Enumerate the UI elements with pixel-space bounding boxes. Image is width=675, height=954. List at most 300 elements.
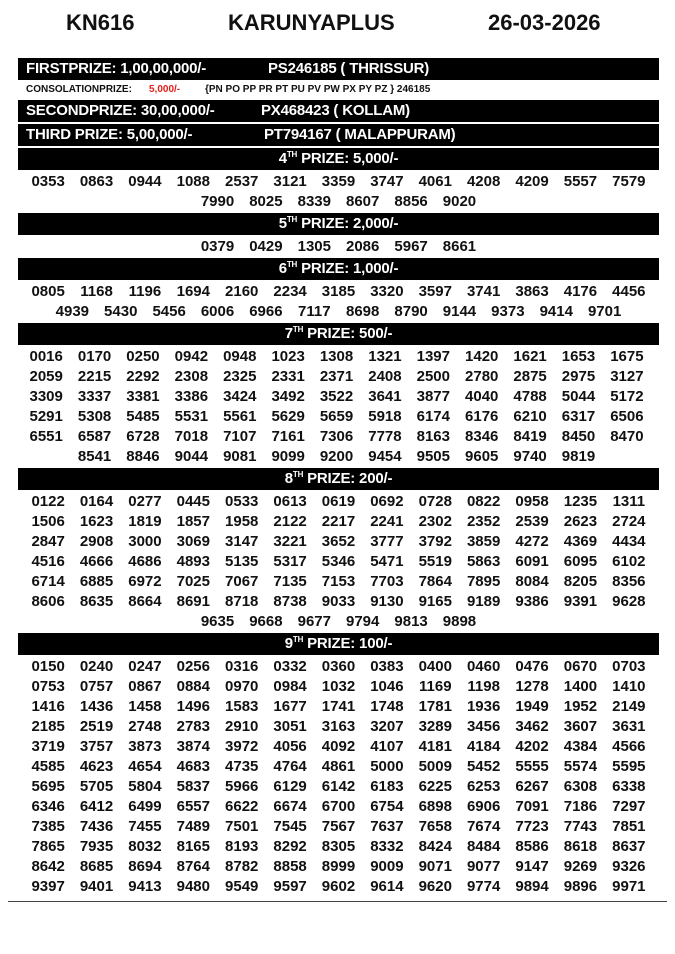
ticket-number: 4623 bbox=[79, 758, 114, 775]
ticket-number: 4092 bbox=[321, 738, 356, 755]
prize-ordinal: 4 bbox=[278, 150, 287, 167]
ticket-number: 1032 bbox=[321, 678, 356, 695]
ticket-number: 8694 bbox=[128, 858, 162, 875]
ticket-number: 2783 bbox=[176, 718, 210, 735]
ticket-number: 4181 bbox=[418, 738, 452, 755]
ticket-number: 8698 bbox=[346, 303, 380, 320]
ticket-number: 2847 bbox=[31, 533, 65, 550]
ticket-number: 5561 bbox=[223, 408, 257, 425]
ticket-number: 8618 bbox=[563, 838, 598, 855]
ticket-number: 1308 bbox=[319, 348, 354, 365]
ticket-number: 7107 bbox=[223, 428, 257, 445]
ticket-number: 1400 bbox=[563, 678, 598, 695]
ticket-number: 3424 bbox=[223, 388, 257, 405]
ticket-number: 9326 bbox=[612, 858, 646, 875]
ticket-number: 1677 bbox=[273, 698, 307, 715]
ticket-number: 6225 bbox=[418, 778, 452, 795]
ticket-number: 5574 bbox=[563, 758, 598, 775]
ticket-number: 4516 bbox=[31, 553, 65, 570]
ticket-number: 4456 bbox=[612, 283, 646, 300]
ticket-number: 6674 bbox=[273, 798, 307, 815]
ticket-number: 3207 bbox=[370, 718, 404, 735]
ticket-number: 5863 bbox=[466, 553, 501, 570]
ticket-number: 8782 bbox=[225, 858, 259, 875]
sixth-prize-bar bbox=[18, 258, 659, 280]
ticket-number: 9614 bbox=[370, 878, 404, 895]
ticket-number: 4566 bbox=[612, 738, 646, 755]
ordinal-suffix: TH bbox=[292, 325, 304, 334]
ticket-number: 7895 bbox=[466, 573, 501, 590]
ticket-number: 2308 bbox=[174, 368, 209, 385]
ticket-number: 8165 bbox=[176, 838, 210, 855]
ticket-number: 9454 bbox=[368, 448, 402, 465]
ticket-number: 5837 bbox=[176, 778, 210, 795]
ticket-number: 9397 bbox=[31, 878, 65, 895]
ticket-number: 4056 bbox=[273, 738, 307, 755]
ticket-number: 0332 bbox=[273, 658, 307, 675]
ticket-number: 4861 bbox=[321, 758, 356, 775]
first-prize-bar bbox=[18, 58, 659, 80]
ticket-number: 6102 bbox=[612, 553, 646, 570]
ticket-number: 3522 bbox=[319, 388, 354, 405]
ticket-number: 0460 bbox=[466, 658, 501, 675]
ticket-number: 0247 bbox=[128, 658, 162, 675]
third-prize-ticket: PT794167 ( MALAPPURAM) bbox=[264, 126, 456, 143]
ticket-number: 5531 bbox=[174, 408, 209, 425]
ticket-number: 3741 bbox=[466, 283, 501, 300]
ticket-number: 5519 bbox=[418, 553, 452, 570]
ticket-number: 9147 bbox=[515, 858, 549, 875]
ticket-number: 1311 bbox=[612, 493, 646, 510]
fifth-prize-bar bbox=[18, 213, 659, 235]
ticket-number: 8470 bbox=[610, 428, 644, 445]
ticket-number: 5172 bbox=[610, 388, 644, 405]
ticket-number: 7674 bbox=[466, 818, 501, 835]
ordinal-suffix: TH bbox=[292, 470, 304, 479]
eighth-prize-numbers bbox=[18, 492, 659, 633]
ticket-number: 9020 bbox=[442, 193, 477, 210]
ticket-number: 1023 bbox=[271, 348, 305, 365]
ticket-number: 6346 bbox=[31, 798, 65, 815]
ticket-number: 7297 bbox=[612, 798, 646, 815]
ticket-number: 7306 bbox=[319, 428, 354, 445]
ticket-number: 8606 bbox=[31, 593, 65, 610]
ticket-number: 7567 bbox=[321, 818, 356, 835]
ticket-number: 7025 bbox=[176, 573, 210, 590]
ticket-number: 0476 bbox=[515, 658, 549, 675]
ticket-number: 6506 bbox=[610, 408, 644, 425]
ticket-number: 9009 bbox=[370, 858, 404, 875]
second-prize-ticket: PX468423 ( KOLLAM) bbox=[261, 102, 410, 119]
ticket-number: 4384 bbox=[563, 738, 598, 755]
ticket-number: 9597 bbox=[273, 878, 307, 895]
ticket-number: 4369 bbox=[563, 533, 598, 550]
ticket-number: 8205 bbox=[563, 573, 598, 590]
ticket-number: 9071 bbox=[418, 858, 452, 875]
ticket-number: 3873 bbox=[128, 738, 162, 755]
ticket-number: 3972 bbox=[225, 738, 259, 755]
ticket-number: 7135 bbox=[273, 573, 307, 590]
ticket-number: 1168 bbox=[80, 283, 113, 300]
ticket-number: 5471 bbox=[370, 553, 404, 570]
ticket-number: 0619 bbox=[321, 493, 356, 510]
ticket-number: 5009 bbox=[418, 758, 452, 775]
ticket-number: 7743 bbox=[563, 818, 598, 835]
ticket-number: 7161 bbox=[271, 428, 305, 445]
ticket-number: 1958 bbox=[225, 513, 259, 530]
ticket-number: 1623 bbox=[79, 513, 114, 530]
ticket-number: 4184 bbox=[466, 738, 501, 755]
ticket-number: 6267 bbox=[515, 778, 549, 795]
ticket-number: 6412 bbox=[79, 798, 114, 815]
result-header bbox=[0, 8, 675, 38]
ticket-number: 3359 bbox=[321, 173, 356, 190]
ticket-number: 8738 bbox=[273, 593, 307, 610]
ticket-number: 1694 bbox=[176, 283, 210, 300]
lottery-name: KARUNYAPLUS bbox=[228, 10, 395, 35]
ticket-number: 1436 bbox=[79, 698, 114, 715]
ticket-number: 6174 bbox=[416, 408, 450, 425]
ticket-number: 1506 bbox=[31, 513, 65, 530]
ticket-number: 1583 bbox=[225, 698, 259, 715]
ticket-number: 3309 bbox=[29, 388, 63, 405]
ticket-number: 4764 bbox=[273, 758, 307, 775]
ticket-number: 8332 bbox=[370, 838, 404, 855]
ticket-number: 5804 bbox=[128, 778, 162, 795]
ticket-number: 6095 bbox=[563, 553, 598, 570]
ticket-number: 8685 bbox=[79, 858, 114, 875]
ticket-number: 9602 bbox=[321, 878, 356, 895]
ticket-number: 3747 bbox=[370, 173, 404, 190]
ticket-number: 8424 bbox=[418, 838, 452, 855]
ticket-number: 9505 bbox=[416, 448, 450, 465]
ticket-number: 3051 bbox=[273, 718, 307, 735]
ticket-number: 5485 bbox=[126, 408, 160, 425]
ticket-number: 1088 bbox=[176, 173, 210, 190]
prize-label: PRIZE: 100/- bbox=[303, 635, 393, 652]
ticket-number: 8607 bbox=[346, 193, 380, 210]
ticket-number: 3456 bbox=[466, 718, 501, 735]
ticket-number: 5705 bbox=[79, 778, 114, 795]
ticket-number: 0429 bbox=[249, 238, 283, 255]
ticket-number: 8292 bbox=[273, 838, 307, 855]
ticket-number: 5135 bbox=[225, 553, 259, 570]
ticket-number: 2059 bbox=[29, 368, 63, 385]
ticket-number: 7579 bbox=[612, 173, 646, 190]
fifth-prize-numbers bbox=[18, 237, 659, 258]
ticket-number: 4788 bbox=[513, 388, 547, 405]
ticket-number: 9701 bbox=[587, 303, 622, 320]
ticket-number: 0944 bbox=[128, 173, 162, 190]
ticket-number: 9033 bbox=[321, 593, 356, 610]
ticket-number: 1305 bbox=[297, 238, 331, 255]
ticket-number: 5555 bbox=[515, 758, 549, 775]
ticket-number: 9386 bbox=[515, 593, 549, 610]
ticket-number: 6622 bbox=[225, 798, 259, 815]
ticket-number: 9898 bbox=[442, 613, 477, 630]
ticket-number: 0445 bbox=[176, 493, 210, 510]
ticket-number: 8790 bbox=[394, 303, 428, 320]
fourth-prize-numbers bbox=[18, 172, 659, 213]
ticket-number: 8346 bbox=[465, 428, 499, 445]
ticket-number: 2217 bbox=[321, 513, 356, 530]
ticket-number: 8419 bbox=[513, 428, 547, 445]
ticket-number: 1949 bbox=[515, 698, 549, 715]
ticket-number: 9668 bbox=[249, 613, 283, 630]
ticket-number: 4654 bbox=[128, 758, 162, 775]
ticket-number: 2780 bbox=[465, 368, 499, 385]
ticket-number: 0958 bbox=[515, 493, 549, 510]
ticket-number: 6557 bbox=[176, 798, 210, 815]
ticket-number: 3147 bbox=[225, 533, 259, 550]
ticket-number: 9549 bbox=[225, 878, 259, 895]
ticket-number: 2160 bbox=[225, 283, 259, 300]
ticket-number: 9896 bbox=[563, 878, 598, 895]
ticket-number: 4434 bbox=[612, 533, 646, 550]
ticket-number: 5659 bbox=[319, 408, 354, 425]
ticket-number: 9794 bbox=[346, 613, 380, 630]
ticket-number: 7455 bbox=[128, 818, 162, 835]
ticket-number: 4683 bbox=[176, 758, 210, 775]
consolation-series: {PN PO PP PR PT PU PV PW PX PY PZ } 246185 bbox=[205, 84, 431, 95]
ticket-number: 5291 bbox=[29, 408, 63, 425]
ticket-number: 2331 bbox=[271, 368, 305, 385]
ticket-number: 6006 bbox=[200, 303, 235, 320]
ticket-number: 0250 bbox=[126, 348, 160, 365]
ticket-number: 9269 bbox=[563, 858, 598, 875]
ticket-number: 1621 bbox=[513, 348, 547, 365]
ticket-number: 3874 bbox=[176, 738, 210, 755]
ticket-number: 7186 bbox=[563, 798, 598, 815]
ticket-number: 1952 bbox=[563, 698, 598, 715]
ticket-number: 2149 bbox=[612, 698, 646, 715]
ticket-number: 6176 bbox=[465, 408, 499, 425]
ticket-number: 3000 bbox=[128, 533, 162, 550]
ticket-number: 7018 bbox=[174, 428, 209, 445]
ticket-number: 9894 bbox=[515, 878, 549, 895]
ticket-number: 0353 bbox=[31, 173, 65, 190]
ticket-number: 9099 bbox=[271, 448, 305, 465]
ticket-number: 4176 bbox=[563, 283, 598, 300]
ticket-number: 1198 bbox=[467, 678, 500, 695]
ticket-number: 3127 bbox=[610, 368, 644, 385]
ticket-number: 0970 bbox=[225, 678, 259, 695]
ticket-number: 2500 bbox=[416, 368, 450, 385]
ticket-number: 1936 bbox=[466, 698, 501, 715]
ticket-number: 9480 bbox=[176, 878, 210, 895]
ticket-number: 8032 bbox=[128, 838, 162, 855]
ticket-number: 1675 bbox=[610, 348, 644, 365]
ticket-number: 6587 bbox=[77, 428, 112, 445]
ticket-number: 5967 bbox=[394, 238, 428, 255]
ticket-number: 3492 bbox=[271, 388, 305, 405]
ticket-number: 4208 bbox=[466, 173, 501, 190]
ticket-number: 7851 bbox=[612, 818, 646, 835]
ticket-number: 5629 bbox=[271, 408, 305, 425]
ticket-number: 9628 bbox=[612, 593, 646, 610]
ticket-number: 8450 bbox=[561, 428, 596, 445]
ticket-number: 6966 bbox=[249, 303, 283, 320]
ticket-number: 6253 bbox=[466, 778, 501, 795]
ticket-number: 3863 bbox=[515, 283, 549, 300]
ticket-number: 8484 bbox=[466, 838, 501, 855]
ticket-number: 1496 bbox=[176, 698, 210, 715]
ticket-number: 6499 bbox=[128, 798, 162, 815]
ticket-number: 3719 bbox=[31, 738, 65, 755]
ticket-number: 8339 bbox=[297, 193, 331, 210]
ticket-number: 8305 bbox=[321, 838, 356, 855]
ticket-number: 3185 bbox=[321, 283, 356, 300]
ticket-number: 1420 bbox=[465, 348, 499, 365]
ticket-number: 0256 bbox=[176, 658, 210, 675]
prize-ordinal: 5 bbox=[278, 215, 287, 232]
third-prize-bar bbox=[18, 124, 659, 146]
ticket-number: 8356 bbox=[612, 573, 646, 590]
ticket-number: 2910 bbox=[225, 718, 259, 735]
ticket-number: 1653 bbox=[561, 348, 596, 365]
ticket-number: 8163 bbox=[416, 428, 450, 445]
ticket-number: 0277 bbox=[128, 493, 162, 510]
ticket-number: 6183 bbox=[370, 778, 404, 795]
ticket-number: 8586 bbox=[515, 838, 549, 855]
ticket-number: 7067 bbox=[225, 573, 259, 590]
ticket-number: 8999 bbox=[321, 858, 356, 875]
ticket-number: 7501 bbox=[225, 818, 259, 835]
ticket-number: 0692 bbox=[370, 493, 404, 510]
prize-label: PRIZE: 2,000/- bbox=[297, 215, 399, 232]
ticket-number: 0984 bbox=[273, 678, 307, 695]
ticket-number: 2241 bbox=[370, 513, 404, 530]
ticket-number: 4893 bbox=[176, 553, 210, 570]
ticket-number: 1278 bbox=[515, 678, 549, 695]
ticket-number: 4040 bbox=[465, 388, 499, 405]
ticket-number: 3289 bbox=[418, 718, 452, 735]
ticket-number: 9605 bbox=[465, 448, 499, 465]
second-prize-bar bbox=[18, 100, 659, 122]
ticket-number: 1857 bbox=[176, 513, 210, 530]
ticket-number: 0400 bbox=[418, 658, 452, 675]
ticket-number: 2371 bbox=[319, 368, 354, 385]
ticket-number: 4735 bbox=[225, 758, 259, 775]
ticket-number: 3792 bbox=[418, 533, 452, 550]
ticket-number: 2086 bbox=[346, 238, 380, 255]
prize-ordinal: 6 bbox=[278, 260, 287, 277]
ticket-number: 3221 bbox=[273, 533, 307, 550]
ticket-number: 3777 bbox=[370, 533, 404, 550]
ticket-number: 0728 bbox=[418, 493, 452, 510]
ticket-number: 6906 bbox=[466, 798, 501, 815]
draw-date: 26-03-2026 bbox=[488, 10, 601, 35]
ticket-number: 9813 bbox=[394, 613, 428, 630]
ticket-number: 9130 bbox=[370, 593, 404, 610]
ticket-number: 2122 bbox=[273, 513, 307, 530]
ticket-number: 7935 bbox=[79, 838, 114, 855]
ticket-number: 9774 bbox=[466, 878, 501, 895]
ticket-number: 9165 bbox=[418, 593, 452, 610]
ticket-number: 3652 bbox=[321, 533, 356, 550]
ticket-number: 9635 bbox=[200, 613, 235, 630]
ticket-number: 8635 bbox=[79, 593, 114, 610]
ticket-number: 3859 bbox=[466, 533, 501, 550]
ticket-number: 1235 bbox=[563, 493, 598, 510]
ticket-number: 0753 bbox=[31, 678, 65, 695]
ticket-number: 7637 bbox=[370, 818, 404, 835]
ticket-number: 2975 bbox=[561, 368, 596, 385]
ticket-number: 1741 bbox=[321, 698, 356, 715]
ordinal-suffix: TH bbox=[286, 215, 298, 224]
ticket-number: 8637 bbox=[612, 838, 646, 855]
ticket-number: 9413 bbox=[128, 878, 162, 895]
ticket-number: 7865 bbox=[31, 838, 65, 855]
fourth-prize-bar bbox=[18, 148, 659, 170]
ticket-number: 4107 bbox=[370, 738, 404, 755]
ticket-number: 7723 bbox=[515, 818, 549, 835]
ticket-number: 5557 bbox=[563, 173, 598, 190]
first-prize-label: FIRSTPRIZE: 1,00,00,000/- bbox=[26, 60, 207, 77]
ticket-number: 5044 bbox=[561, 388, 596, 405]
ticket-number: 7658 bbox=[418, 818, 452, 835]
result-sheet bbox=[18, 58, 659, 898]
ticket-number: 7545 bbox=[273, 818, 307, 835]
ticket-number: 5430 bbox=[104, 303, 138, 320]
ordinal-suffix: TH bbox=[286, 260, 298, 269]
eighth-prize-bar bbox=[18, 468, 659, 490]
ticket-number: 6728 bbox=[126, 428, 160, 445]
ticket-number: 3631 bbox=[612, 718, 646, 735]
ticket-number: 5308 bbox=[77, 408, 112, 425]
ticket-number: 6551 bbox=[29, 428, 63, 445]
ordinal-suffix: TH bbox=[292, 635, 304, 644]
ticket-number: 5346 bbox=[321, 553, 356, 570]
ticket-number: 3462 bbox=[515, 718, 549, 735]
ticket-number: 4585 bbox=[31, 758, 65, 775]
ticket-number: 1458 bbox=[128, 698, 162, 715]
ticket-number: 0383 bbox=[370, 658, 404, 675]
ticket-number: 0863 bbox=[79, 173, 114, 190]
ticket-number: 0360 bbox=[321, 658, 356, 675]
ticket-number: 0805 bbox=[31, 283, 65, 300]
ticket-number: 7703 bbox=[370, 573, 404, 590]
ticket-number: 3320 bbox=[370, 283, 404, 300]
prize-ordinal: 7 bbox=[284, 325, 293, 342]
bottom-divider bbox=[8, 901, 667, 902]
ninth-prize-bar bbox=[18, 633, 659, 655]
ticket-number: 3641 bbox=[368, 388, 402, 405]
ninth-prize-numbers bbox=[18, 657, 659, 898]
ticket-number: 6317 bbox=[561, 408, 596, 425]
ticket-number: 0533 bbox=[225, 493, 259, 510]
ticket-number: 8193 bbox=[225, 838, 259, 855]
ticket-number: 0884 bbox=[176, 678, 210, 695]
ticket-number: 8691 bbox=[176, 593, 210, 610]
ticket-number: 6210 bbox=[513, 408, 547, 425]
ticket-number: 8856 bbox=[394, 193, 428, 210]
ticket-number: 1196 bbox=[128, 283, 162, 300]
ticket-number: 2908 bbox=[79, 533, 114, 550]
seventh-prize-numbers bbox=[18, 347, 659, 468]
ticket-number: 2537 bbox=[225, 173, 259, 190]
ticket-number: 6714 bbox=[31, 573, 65, 590]
ticket-number: 9971 bbox=[612, 878, 646, 895]
ticket-number: 0316 bbox=[225, 658, 259, 675]
ticket-number: 2408 bbox=[368, 368, 402, 385]
ticket-number: 4939 bbox=[55, 303, 90, 320]
ticket-number: 6091 bbox=[515, 553, 549, 570]
ticket-number: 7385 bbox=[31, 818, 65, 835]
ticket-number: 4666 bbox=[79, 553, 114, 570]
ticket-number: 3337 bbox=[77, 388, 112, 405]
ticket-number: 7864 bbox=[418, 573, 452, 590]
